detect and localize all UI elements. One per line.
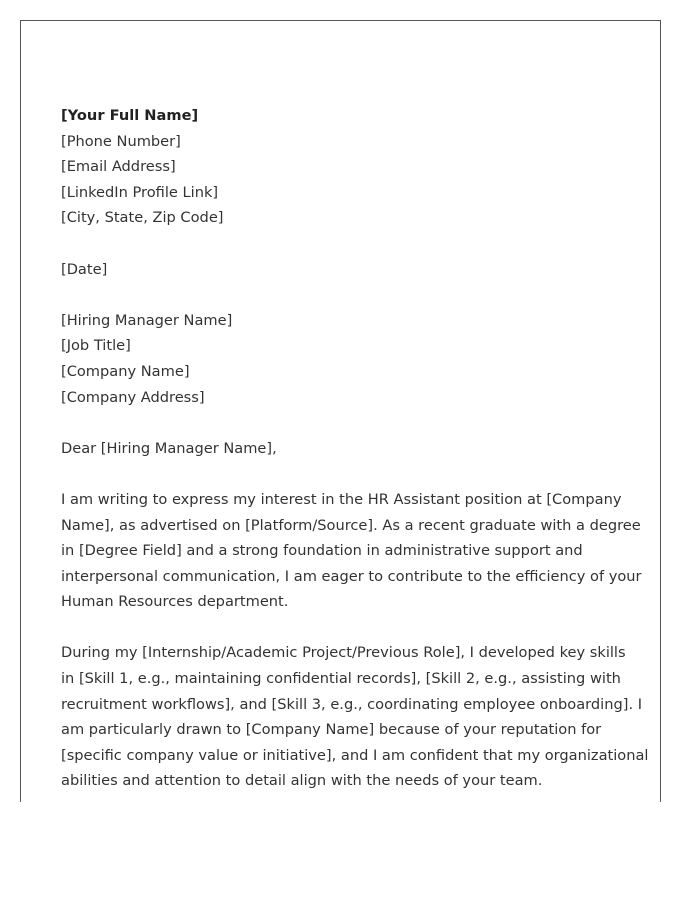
- paragraph-line: in [Skill 1, e.g., maintaining confidential records], [Skill 2, e.g., assisting with: [61, 670, 621, 688]
- letter-date: [Date]: [61, 260, 108, 278]
- cover-letter-body: [61, 103, 649, 794]
- salutation: Dear [Hiring Manager Name],: [61, 439, 277, 457]
- paragraph-intro: [61, 487, 642, 615]
- paragraph-line: interpersonal communication, I am eager to contribute to the efficiency of your: [61, 567, 642, 585]
- recipient-company: [Company Name]: [61, 362, 190, 380]
- spacer: [61, 615, 623, 641]
- spacer: [61, 461, 623, 487]
- paragraph-line: I am writing to express my interest in the HR Assistant position at [Company: [61, 490, 622, 508]
- sender-full-name: [Your Full Name]: [61, 107, 199, 124]
- paragraph-line: During my [Internship/Academic Project/Previous Role], I developed key skills: [61, 644, 626, 662]
- spacer: [61, 410, 623, 436]
- recipient-title: [Job Title]: [61, 337, 131, 355]
- paragraph-line: abilities and attention to detail align with the needs of your team.: [61, 772, 543, 790]
- paragraph-line: am particularly drawn to [Company Name] because of your reputation for: [61, 721, 602, 739]
- sender-location: [City, State, Zip Code]: [61, 209, 224, 227]
- spacer: [61, 282, 623, 308]
- spacer: [61, 231, 623, 257]
- sender-linkedin: [LinkedIn Profile Link]: [61, 183, 219, 201]
- sender-email: [Email Address]: [61, 158, 176, 176]
- recipient-name: [Hiring Manager Name]: [61, 311, 233, 329]
- paragraph-line: Name], as advertised on [Platform/Source]. As a recent graduate with a degree: [61, 516, 641, 534]
- paragraph-line: Human Resources department.: [61, 593, 289, 611]
- paragraph-line: recruitment workflows], and [Skill 3, e.g., coordinating employee onboarding]. I: [61, 695, 643, 713]
- paragraph-line: in [Degree Field] and a strong foundation in administrative support and: [61, 542, 583, 560]
- document-page: [20, 20, 661, 802]
- paragraph-line: [specific company value or initiative], and I am confident that my organizational: [61, 746, 649, 764]
- paragraph-experience: [61, 640, 649, 794]
- sender-block: [61, 103, 623, 231]
- recipient-address: [Company Address]: [61, 388, 205, 406]
- sender-phone: [Phone Number]: [61, 132, 181, 150]
- recipient-block: [61, 308, 623, 410]
